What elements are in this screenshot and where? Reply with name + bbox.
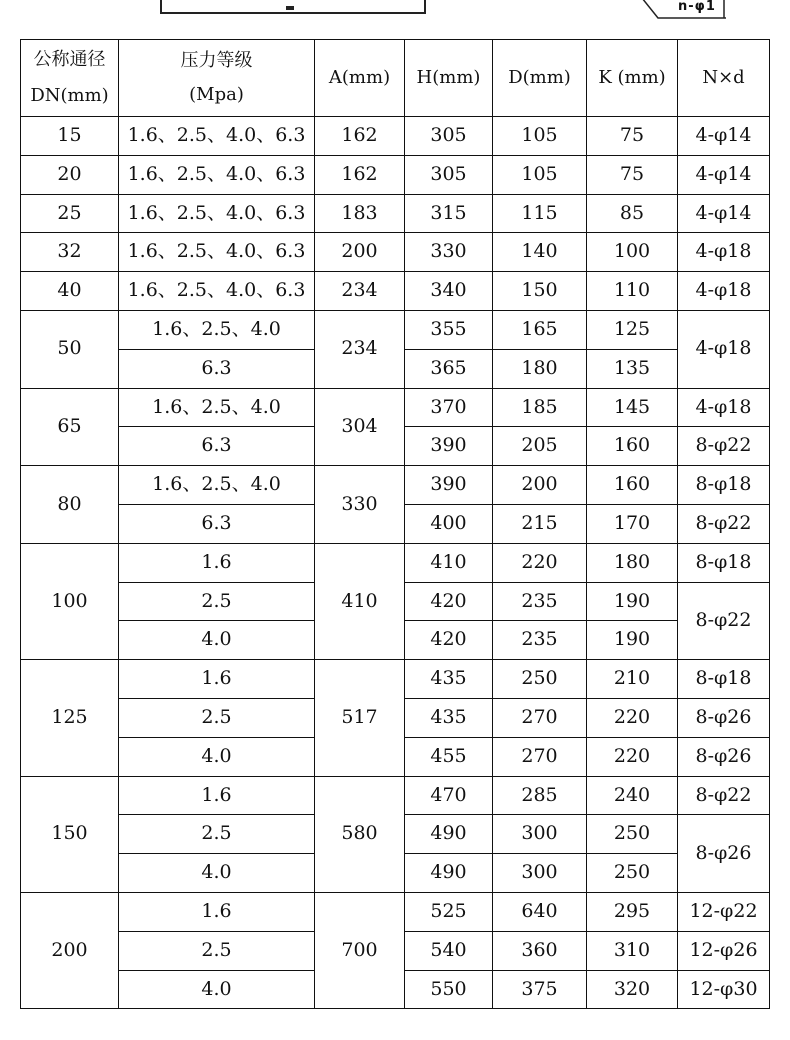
h-cell: 330 — [405, 233, 493, 272]
a-cell: 200 — [315, 233, 405, 272]
h-cell: 420 — [405, 582, 493, 621]
k-cell: 310 — [587, 931, 678, 970]
dn-cell: 80 — [21, 466, 119, 544]
a-cell: 234 — [315, 272, 405, 311]
d-cell: 285 — [493, 776, 587, 815]
pressure-cell: 1.6 — [119, 892, 315, 931]
dn-cell: 100 — [21, 543, 119, 659]
dn-cell: 32 — [21, 233, 119, 272]
h-cell: 410 — [405, 543, 493, 582]
nd-cell: 8-φ22 — [678, 427, 770, 466]
k-cell: 180 — [587, 543, 678, 582]
pressure-cell: 6.3 — [119, 427, 315, 466]
h-cell: 540 — [405, 931, 493, 970]
k-cell: 295 — [587, 892, 678, 931]
nd-cell: 12-φ22 — [678, 892, 770, 931]
k-cell: 240 — [587, 776, 678, 815]
a-cell: 580 — [315, 776, 405, 892]
dn-cell: 65 — [21, 388, 119, 466]
h-cell: 455 — [405, 737, 493, 776]
k-cell: 160 — [587, 466, 678, 505]
nd-cell: 8-φ22 — [678, 582, 770, 660]
h-cell: 355 — [405, 310, 493, 349]
a-cell: 410 — [315, 543, 405, 659]
header-pressure-line1: 压力等级 — [180, 50, 253, 71]
nd-cell: 4-φ18 — [678, 272, 770, 311]
k-cell: 250 — [587, 815, 678, 854]
pressure-cell: 1.6、2.5、4.0、6.3 — [119, 117, 315, 156]
header-dn-line2: DN(mm) — [30, 85, 109, 106]
table-row — [21, 272, 770, 311]
pressure-cell: 1.6、2.5、4.0 — [119, 388, 315, 427]
k-cell: 220 — [587, 737, 678, 776]
pressure-cell: 6.3 — [119, 349, 315, 388]
pressure-cell: 4.0 — [119, 854, 315, 893]
d-cell: 375 — [493, 970, 587, 1009]
table-row — [21, 776, 770, 815]
pressure-cell: 1.6、2.5、4.0、6.3 — [119, 194, 315, 233]
h-cell: 315 — [405, 194, 493, 233]
k-cell: 75 — [587, 117, 678, 156]
k-cell: 100 — [587, 233, 678, 272]
a-cell: 162 — [315, 155, 405, 194]
flange-callout-label: n-φ1 — [678, 0, 716, 14]
h-cell: 435 — [405, 698, 493, 737]
header-pressure — [119, 40, 315, 117]
pressure-cell: 1.6、2.5、4.0、6.3 — [119, 272, 315, 311]
nd-cell: 4-φ18 — [678, 310, 770, 388]
d-cell: 205 — [493, 427, 587, 466]
h-cell: 305 — [405, 155, 493, 194]
pressure-cell: 2.5 — [119, 931, 315, 970]
a-cell: 330 — [315, 466, 405, 544]
nd-cell: 8-φ22 — [678, 776, 770, 815]
dn-cell: 40 — [21, 272, 119, 311]
d-cell: 105 — [493, 117, 587, 156]
header-nd: N×d — [678, 40, 770, 117]
d-cell: 220 — [493, 543, 587, 582]
drawing-mark — [286, 6, 294, 10]
k-cell: 75 — [587, 155, 678, 194]
k-cell: 85 — [587, 194, 678, 233]
h-cell: 340 — [405, 272, 493, 311]
pressure-cell: 1.6 — [119, 776, 315, 815]
h-cell: 525 — [405, 892, 493, 931]
nd-cell: 8-φ18 — [678, 543, 770, 582]
d-cell: 215 — [493, 504, 587, 543]
dn-cell: 50 — [21, 310, 119, 388]
pressure-cell: 4.0 — [119, 737, 315, 776]
pressure-cell: 1.6、2.5、4.0 — [119, 310, 315, 349]
d-cell: 200 — [493, 466, 587, 505]
k-cell: 145 — [587, 388, 678, 427]
d-cell: 640 — [493, 892, 587, 931]
pressure-cell: 4.0 — [119, 970, 315, 1009]
table-row — [21, 543, 770, 582]
dn-cell: 25 — [21, 194, 119, 233]
header-h: H(mm) — [405, 40, 493, 117]
d-cell: 360 — [493, 931, 587, 970]
nd-cell: 8-φ18 — [678, 466, 770, 505]
h-cell: 470 — [405, 776, 493, 815]
pressure-cell: 1.6 — [119, 543, 315, 582]
h-cell: 390 — [405, 427, 493, 466]
d-cell: 150 — [493, 272, 587, 311]
header-d: D(mm) — [493, 40, 587, 117]
h-cell: 305 — [405, 117, 493, 156]
a-cell: 162 — [315, 117, 405, 156]
table-row — [21, 194, 770, 233]
nd-cell: 8-φ18 — [678, 660, 770, 699]
a-cell: 700 — [315, 892, 405, 1008]
d-cell: 270 — [493, 737, 587, 776]
k-cell: 160 — [587, 427, 678, 466]
k-cell: 190 — [587, 582, 678, 621]
pressure-cell: 1.6、2.5、4.0、6.3 — [119, 155, 315, 194]
a-cell: 304 — [315, 388, 405, 466]
header-dn — [21, 40, 119, 117]
h-cell: 420 — [405, 621, 493, 660]
cropped-drawing-top — [0, 0, 790, 36]
k-cell: 320 — [587, 970, 678, 1009]
d-cell: 270 — [493, 698, 587, 737]
nd-cell: 4-φ14 — [678, 194, 770, 233]
pressure-cell: 1.6、2.5、4.0、6.3 — [119, 233, 315, 272]
d-cell: 105 — [493, 155, 587, 194]
d-cell: 140 — [493, 233, 587, 272]
nd-cell: 8-φ26 — [678, 698, 770, 737]
k-cell: 110 — [587, 272, 678, 311]
table-row — [21, 388, 770, 427]
nd-cell: 8-φ26 — [678, 737, 770, 776]
d-cell: 235 — [493, 621, 587, 660]
pressure-cell: 1.6 — [119, 660, 315, 699]
d-cell: 185 — [493, 388, 587, 427]
table-row — [21, 466, 770, 505]
k-cell: 135 — [587, 349, 678, 388]
a-cell: 183 — [315, 194, 405, 233]
k-cell: 220 — [587, 698, 678, 737]
d-cell: 300 — [493, 815, 587, 854]
pressure-cell: 2.5 — [119, 582, 315, 621]
k-cell: 190 — [587, 621, 678, 660]
h-cell: 435 — [405, 660, 493, 699]
k-cell: 170 — [587, 504, 678, 543]
h-cell: 365 — [405, 349, 493, 388]
table-row — [21, 892, 770, 931]
table-row — [21, 310, 770, 349]
pressure-cell: 6.3 — [119, 504, 315, 543]
k-cell: 250 — [587, 854, 678, 893]
nd-cell: 12-φ30 — [678, 970, 770, 1009]
table-row — [21, 155, 770, 194]
header-a: A(mm) — [315, 40, 405, 117]
d-cell: 165 — [493, 310, 587, 349]
nd-cell: 4-φ14 — [678, 117, 770, 156]
d-cell: 235 — [493, 582, 587, 621]
pressure-cell: 2.5 — [119, 815, 315, 854]
table-row — [21, 660, 770, 699]
h-cell: 400 — [405, 504, 493, 543]
dimension-table — [20, 39, 770, 1009]
nd-cell: 12-φ26 — [678, 931, 770, 970]
pressure-cell: 1.6、2.5、4.0 — [119, 466, 315, 505]
k-cell: 125 — [587, 310, 678, 349]
table-header-row — [21, 40, 770, 117]
table-row — [21, 117, 770, 156]
header-pressure-line2: (Mpa) — [189, 84, 244, 105]
h-cell: 390 — [405, 466, 493, 505]
h-cell: 370 — [405, 388, 493, 427]
header-k: K (mm) — [587, 40, 678, 117]
d-cell: 115 — [493, 194, 587, 233]
pressure-cell: 4.0 — [119, 621, 315, 660]
nd-cell: 8-φ22 — [678, 504, 770, 543]
a-cell: 234 — [315, 310, 405, 388]
k-cell: 210 — [587, 660, 678, 699]
table-row — [21, 233, 770, 272]
dn-cell: 15 — [21, 117, 119, 156]
h-cell: 550 — [405, 970, 493, 1009]
dn-cell: 200 — [21, 892, 119, 1008]
a-cell: 517 — [315, 660, 405, 776]
flange-callout — [640, 0, 728, 20]
dn-cell: 20 — [21, 155, 119, 194]
nd-cell: 4-φ14 — [678, 155, 770, 194]
d-cell: 300 — [493, 854, 587, 893]
pressure-cell: 2.5 — [119, 698, 315, 737]
h-cell: 490 — [405, 815, 493, 854]
d-cell: 180 — [493, 349, 587, 388]
header-dn-line1: 公称通径 — [33, 49, 106, 70]
h-cell: 490 — [405, 854, 493, 893]
nd-cell: 4-φ18 — [678, 388, 770, 427]
dn-cell: 150 — [21, 776, 119, 892]
nd-cell: 4-φ18 — [678, 233, 770, 272]
d-cell: 250 — [493, 660, 587, 699]
dn-cell: 125 — [21, 660, 119, 776]
nd-cell: 8-φ26 — [678, 815, 770, 893]
